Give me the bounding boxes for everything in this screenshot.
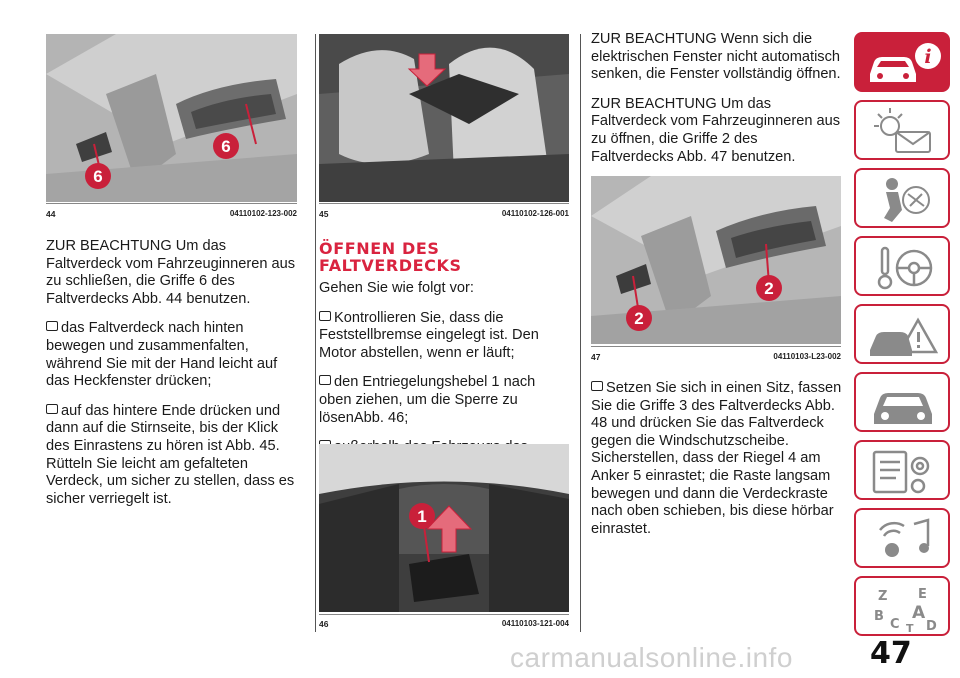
checkbox-bullet-icon <box>46 404 58 414</box>
column-3-text-top <box>591 31 843 178</box>
emergency-icon <box>856 306 952 366</box>
bullet-item: auf das hintere Ende drücken und dann auf die Stirnseite, bis der Klick des Einrastens zu hören ist Abb. 45. Rütteln Sie leicht am gefalteten Verdeck, um sicher zu stellen, dass es sicher verriegelt ist. <box>46 402 295 507</box>
airbag-safety-icon <box>856 170 952 230</box>
svg-text:C: C <box>890 617 900 632</box>
svg-text:T: T <box>906 622 914 635</box>
figure-47-caption <box>591 352 841 362</box>
svg-text:D: D <box>926 619 937 634</box>
column-divider <box>580 34 581 632</box>
paragraph: ZUR BEACHTUNG Um das Faltverdeck vom Fahrzeuginneren aus zu schließen, die Griffe 6 des Faltverdecks Abb. 44 benutzen. <box>46 238 296 307</box>
svg-text:6: 6 <box>221 137 231 156</box>
svg-text:i: i <box>924 46 932 68</box>
figure-number: 44 <box>46 209 56 219</box>
tab-car-info[interactable] <box>854 32 950 92</box>
checkbox-bullet-icon <box>319 311 331 321</box>
column-1-text <box>46 238 298 520</box>
svg-text:2: 2 <box>764 279 774 298</box>
checkbox-bullet-icon <box>46 321 58 331</box>
tab-service[interactable] <box>854 372 950 432</box>
svg-text:6: 6 <box>93 167 103 186</box>
car-info-icon <box>856 34 952 94</box>
svg-text:2: 2 <box>634 309 644 328</box>
section-heading: ÖFFNEN DES FALTVERDECKS <box>319 239 462 275</box>
svg-text:Z: Z <box>878 589 888 604</box>
tab-emergency[interactable] <box>854 304 950 364</box>
checkbox-bullet-icon <box>319 375 331 385</box>
warning-lights-icon <box>856 102 952 162</box>
car-service-icon <box>856 374 952 434</box>
tab-starting-driving[interactable] <box>854 236 950 296</box>
tab-multimedia[interactable] <box>854 508 950 568</box>
figure-code: 04110102-123-002 <box>229 209 297 218</box>
figure-code: 04110102-126-001 <box>501 209 569 218</box>
tab-index[interactable] <box>854 576 950 636</box>
watermark: carmanualsonline.info <box>510 642 793 673</box>
bullet-item: Setzen Sie sich in einen Sitz, fassen Sie die Griffe 3 des Faltverdecks Abb. 48 und drücken Sie das Faltverdeck gegen die Windschutzscheibe. Sicherstellen, dass der Riegel 4 am Anker 5 einrastet; die Raste langsam bewegen und dann die Verdeckraste nach oben schieben, bis diese hörbar einrastet. <box>591 380 842 537</box>
svg-text:1: 1 <box>417 507 427 526</box>
figure-number: 46 <box>319 619 329 629</box>
specs-gear-icon <box>856 442 952 502</box>
figure-46-rule <box>319 614 569 615</box>
svg-text:A: A <box>912 603 926 623</box>
figure-45-image <box>319 34 569 202</box>
paragraph: Gehen Sie wie folgt vor: <box>319 280 474 296</box>
figure-number: 47 <box>591 352 601 362</box>
column-divider <box>315 34 316 632</box>
page-number: 47 <box>870 636 912 671</box>
figure-45-caption <box>319 209 569 219</box>
multimedia-icon <box>856 510 952 570</box>
bullet-item: Kontrollieren Sie, dass die Feststellbremse eingelegt ist. Den Motor abstellen, wenn er läuft; <box>319 309 539 361</box>
figure-44-rule <box>46 203 297 204</box>
figure-45-rule <box>319 203 569 204</box>
figure-code: 04110103-L23-002 <box>773 352 841 361</box>
figure-number: 45 <box>319 209 329 219</box>
figure-44-caption <box>46 209 297 219</box>
paragraph: ZUR BEACHTUNG Wenn sich die elektrischen Fenster nicht automatisch senken, die Fenster vollständig öffnen. <box>591 31 841 83</box>
paragraph: ZUR BEACHTUNG Um das Faltverdeck vom Fahrzeuginneren aus zu öffnen, die Griffe 2 des Faltverdecks Abb. 47 benutzen. <box>591 95 841 165</box>
bullet-item: das Faltverdeck nach hinten bewegen und zusammenfalten, während Sie mit der Hand leicht auf das Heckfenster drücken; <box>46 320 278 390</box>
steering-key-icon <box>856 238 952 298</box>
index-letters-icon <box>856 578 952 638</box>
svg-text:B: B <box>874 609 884 624</box>
column-3-text-bottom <box>591 380 843 550</box>
figure-code: 04110103-121-004 <box>501 619 569 628</box>
figure-47-rule <box>591 346 841 347</box>
svg-text:E: E <box>918 587 927 602</box>
tab-specifications[interactable] <box>854 440 950 500</box>
checkbox-bullet-icon <box>591 381 603 391</box>
tab-safety[interactable] <box>854 168 950 228</box>
figure-46-image <box>319 444 569 612</box>
figure-46-caption <box>319 619 569 629</box>
tab-warning-lights[interactable] <box>854 100 950 160</box>
figure-44-image <box>46 34 297 202</box>
bullet-item: den Entriegelungshebel 1 nach oben ziehen, um die Sperre zu lösenAbb. 46; <box>319 374 536 426</box>
figure-47-image <box>591 176 841 344</box>
